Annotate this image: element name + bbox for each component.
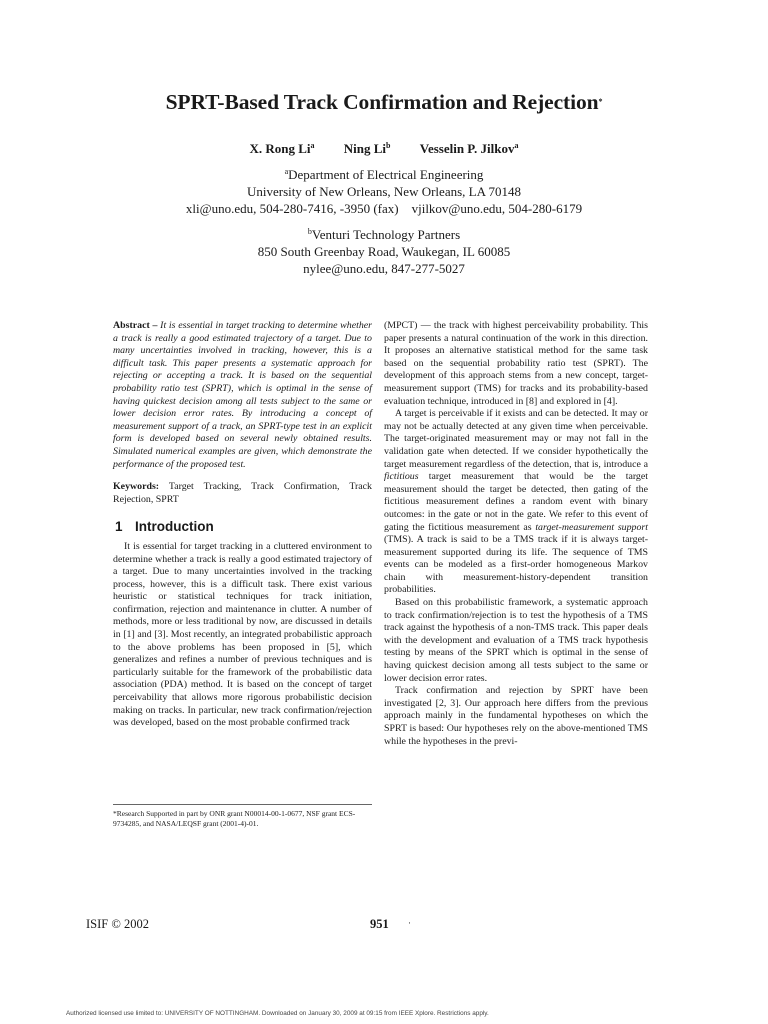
paragraph: (MPCT) — the track with highest perceivability probability. This paper presents a natural continuation of the work in this direction. It proposes an alternative statistical method for the same task based on the sequential probability ratio test (SPRT). The development of this approach stems from a new concept, target-measurement support (TMS) for tracks and its probability-based evaluation technique, introduced in [8] and explored in [4]. xyxy=(384,320,648,407)
text-run: (TMS). A track is said to be a TMS track if it is always target-measurement supported during its life. The sequence of TMS events can be modeled as a first-order homogeneous Markov chain with measurement-history-dependent transition probabilities. xyxy=(384,534,648,596)
author-name: Ning Li xyxy=(343,141,387,156)
title-text: SPRT-Based Track Confirmation and Rejection xyxy=(165,90,599,114)
section-title: Introduction xyxy=(135,519,214,535)
affiliation-b xyxy=(0,226,768,278)
paragraph: Track confirmation and rejection by SPRT have been investigated [2, 3]. Our approach here differs from the previous approach mainly in the fundamental hypotheses on which the SPRT is based: Our hypotheses rely on the above-mentioned TMS while the hypotheses in the previ- xyxy=(384,685,648,747)
emphasis: fictitious xyxy=(384,471,419,483)
author xyxy=(249,141,314,157)
paper-title xyxy=(0,90,768,115)
copyright-footer: ISIF © 2002 xyxy=(86,917,149,931)
author-affiliation-mark: b xyxy=(386,141,391,150)
affiliation-address: University of New Orleans, New Orleans, LA 70148 xyxy=(246,184,522,200)
emphasis: target-measurement support xyxy=(535,521,649,533)
abstract xyxy=(113,320,372,471)
keywords xyxy=(113,481,372,506)
author-list xyxy=(0,141,768,157)
left-column xyxy=(113,320,372,730)
keywords-label: Keywords: xyxy=(113,481,160,493)
text-run: target measurement that would be the target measurement should the target be detected, then gating of the fictitious measurement defines a random event with binary outcomes: in the gate or not in the gate. We refer to this event of gating the fictitious measurement as xyxy=(384,471,648,533)
introduction-paragraph: It is essential for target tracking in a cluttered environment to determine whether a track is really a good estimated trajectory of a target. Due to many uncertainties involved in the tracking process, however, this is a difficult task. There exist various heuristic or statistical techniques for track initiation, confirmation, rejection and maintenance in clutter. A number of methods, more or less traditional by now, are discussed in details in [1] and [3]. Most recently, an integrated probabilistic approach to the above problems has been proposed in [5], which generalizes and refines a number of previous techniques and is particularly suitable for the framework of the probabilistic data association (PDA) method. It is based on the concept of target perceivability that allows more rigorous probabilistic decision making on tracks. In particular, new track confirmation/rejection was developed, based on the most probable confirmed track xyxy=(113,540,372,729)
right-column xyxy=(384,320,648,748)
author-affiliation-mark: a xyxy=(310,141,315,150)
paragraph xyxy=(384,408,648,597)
author-affiliation-mark: a xyxy=(514,141,519,150)
affiliation-name xyxy=(0,166,768,183)
license-notice: Authorized licensed use limited to: UNIVERSITY OF NOTTINGHAM. Downloaded on January 30, 2009 at 09:15 from IEEE Xplore. Restrictions apply. xyxy=(66,1010,489,1017)
footnote xyxy=(113,804,372,829)
abstract-text: It is essential in target tracking to determine whether a track is really a good estimated trajectory of a target. Due to many uncertainties involved in tracking, however, this is a difficult task. This paper presents a systematic approach for rejecting or accepting a track. It is based on the sequential probability ratio test (SPRT), which is optimal in the sense of having quickest decision among all tests subject to the same or lower decision error rates. By introducing a concept of measurement support of a track, an SPRT-type test in an explicit form is developed based on several newly obtained results. Simulated numerical examples are given, which demonstrate the performance of the proposed test. xyxy=(113,320,372,470)
title-footnote-mark: * xyxy=(598,97,603,106)
affiliation-address: 850 South Greenbay Road, Waukegan, IL 60085 xyxy=(257,244,511,260)
paragraph: Based on this probabilistic framework, a systematic approach to track confirmation/rejection is to test the hypothesis of a TMS track against the hypothesis of a non-TMS track. This paper deals with the development and evaluation of a TMS track hypothesis testing by means of the SPRT which is optimal in the sense of having quickest decision among all tests subject to the same or lower decision error rates. xyxy=(384,597,648,684)
affiliation-name xyxy=(0,226,768,243)
scan-mark: · xyxy=(408,918,411,928)
author-name: Vesselin P. Jilkov xyxy=(419,141,515,156)
affiliation-contact: xli@uno.edu, 504-280-7416, -3950 (fax) vjilkov@uno.edu, 504-280-6179 xyxy=(185,201,583,217)
affiliation-mark: b xyxy=(307,227,312,236)
footnote-mark: * xyxy=(113,809,117,818)
affiliation-name-text: Department of Electrical Engineering xyxy=(288,167,484,182)
abstract-label: Abstract – xyxy=(113,320,158,331)
footnote-text: Research Supported in part by ONR grant N00014-00-1-0677, NSF grant ECS-9734285, and NASA/LEQSF grant (2001-4)-01. xyxy=(113,809,356,828)
affiliation-mark: a xyxy=(284,167,289,176)
text-run: A target is perceivable if it exists and can be detected. It may or may not be actually detected at any given time when perceivable. The target-originated measurement may or may not fall in the validation gate when detected. If we consider hypothetically the target measurement regardless of the detection, that is, introduce a xyxy=(384,408,648,470)
author xyxy=(344,141,391,157)
page-number: 951 xyxy=(370,917,389,931)
affiliation-contact: nylee@uno.edu, 847-277-5027 xyxy=(303,261,465,277)
author-name: X. Rong Li xyxy=(249,141,311,156)
affiliation-name-text: Venturi Technology Partners xyxy=(311,227,461,242)
keywords-text: Target Tracking, Track Confirmation, Track Rejection, SPRT xyxy=(113,481,372,505)
affiliation-a xyxy=(0,166,768,218)
author xyxy=(420,141,519,157)
section-heading xyxy=(115,521,372,534)
section-number: 1 xyxy=(115,519,123,535)
